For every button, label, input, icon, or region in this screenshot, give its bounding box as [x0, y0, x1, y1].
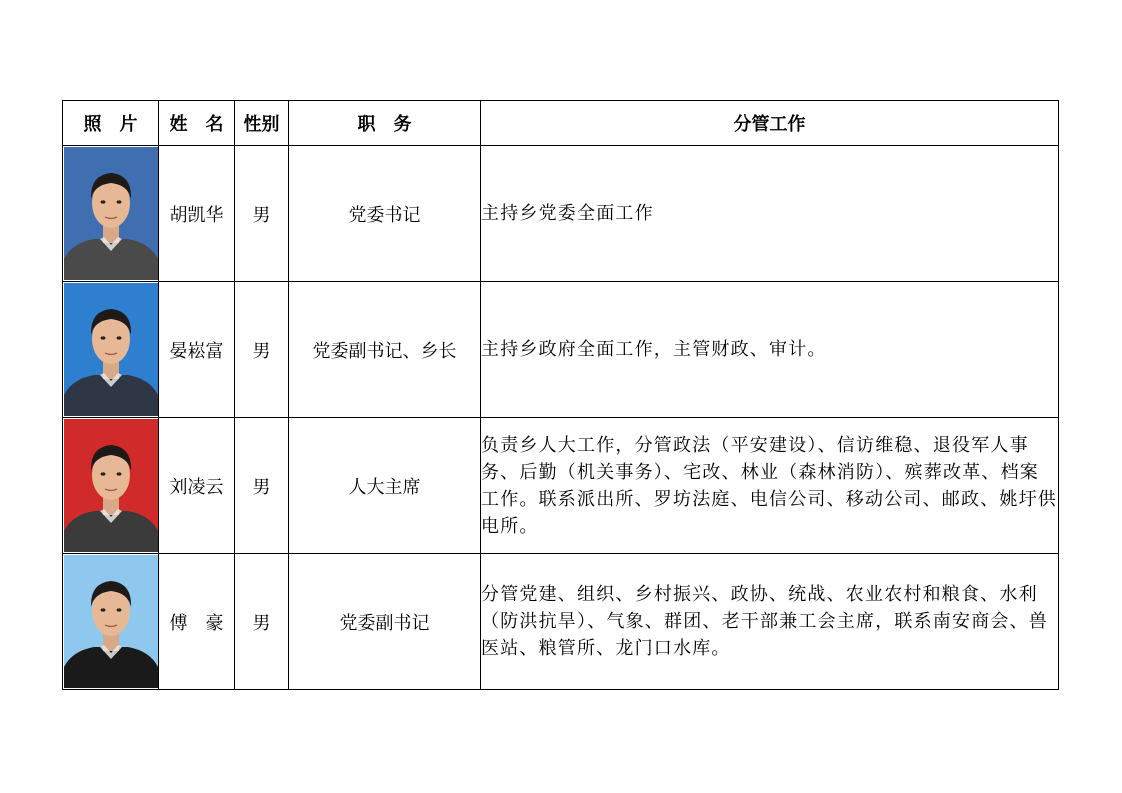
photo-cell: [63, 282, 159, 418]
name-cell: 胡凯华: [159, 146, 235, 282]
title-cell: 党委书记: [289, 146, 481, 282]
photo-cell: [63, 146, 159, 282]
gender-cell: 男: [235, 146, 289, 282]
duty-cell: 分管党建、组织、乡村振兴、政协、统战、农业农村和粮食、水利（防洪抗旱）、气象、群团、老干部兼工会主席，联系南安商会、兽医站、粮管所、龙门口水库。: [481, 554, 1059, 690]
header-name: 姓 名: [159, 101, 235, 146]
gender-cell: 男: [235, 554, 289, 690]
table-row: [63, 146, 1059, 282]
table-row: [63, 418, 1059, 554]
portrait-photo: [64, 283, 158, 416]
header-title: 职 务: [289, 101, 481, 146]
header-photo: 照 片: [63, 101, 159, 146]
duty-cell: 主持乡党委全面工作: [481, 146, 1059, 282]
portrait-photo: [64, 147, 158, 280]
gender-cell: 男: [235, 418, 289, 554]
header-gender: 性别: [235, 101, 289, 146]
title-cell: 党委副书记: [289, 554, 481, 690]
gender-cell: 男: [235, 282, 289, 418]
table-row: [63, 554, 1059, 690]
header-duty: 分管工作: [481, 101, 1059, 146]
table-row: [63, 282, 1059, 418]
leadership-table: [62, 100, 1059, 690]
photo-cell: [63, 418, 159, 554]
duty-cell: 负责乡人大工作，分管政法（平安建设）、信访维稳、退役军人事务、后勤（机关事务）、宅改、林业（森林消防）、殡葬改革、档案工作。联系派出所、罗坊法庭、电信公司、移动公司、邮政、姚圩供电所。: [481, 418, 1059, 554]
photo-cell: [63, 554, 159, 690]
portrait-photo: [64, 555, 158, 688]
name-cell: 傅 豪: [159, 554, 235, 690]
portrait-photo: [64, 419, 158, 552]
name-cell: 刘凌云: [159, 418, 235, 554]
title-cell: 人大主席: [289, 418, 481, 554]
duty-cell: 主持乡政府全面工作，主管财政、审计。: [481, 282, 1059, 418]
header-row: [63, 101, 1059, 146]
name-cell: 晏崧富: [159, 282, 235, 418]
title-cell: 党委副书记、乡长: [289, 282, 481, 418]
